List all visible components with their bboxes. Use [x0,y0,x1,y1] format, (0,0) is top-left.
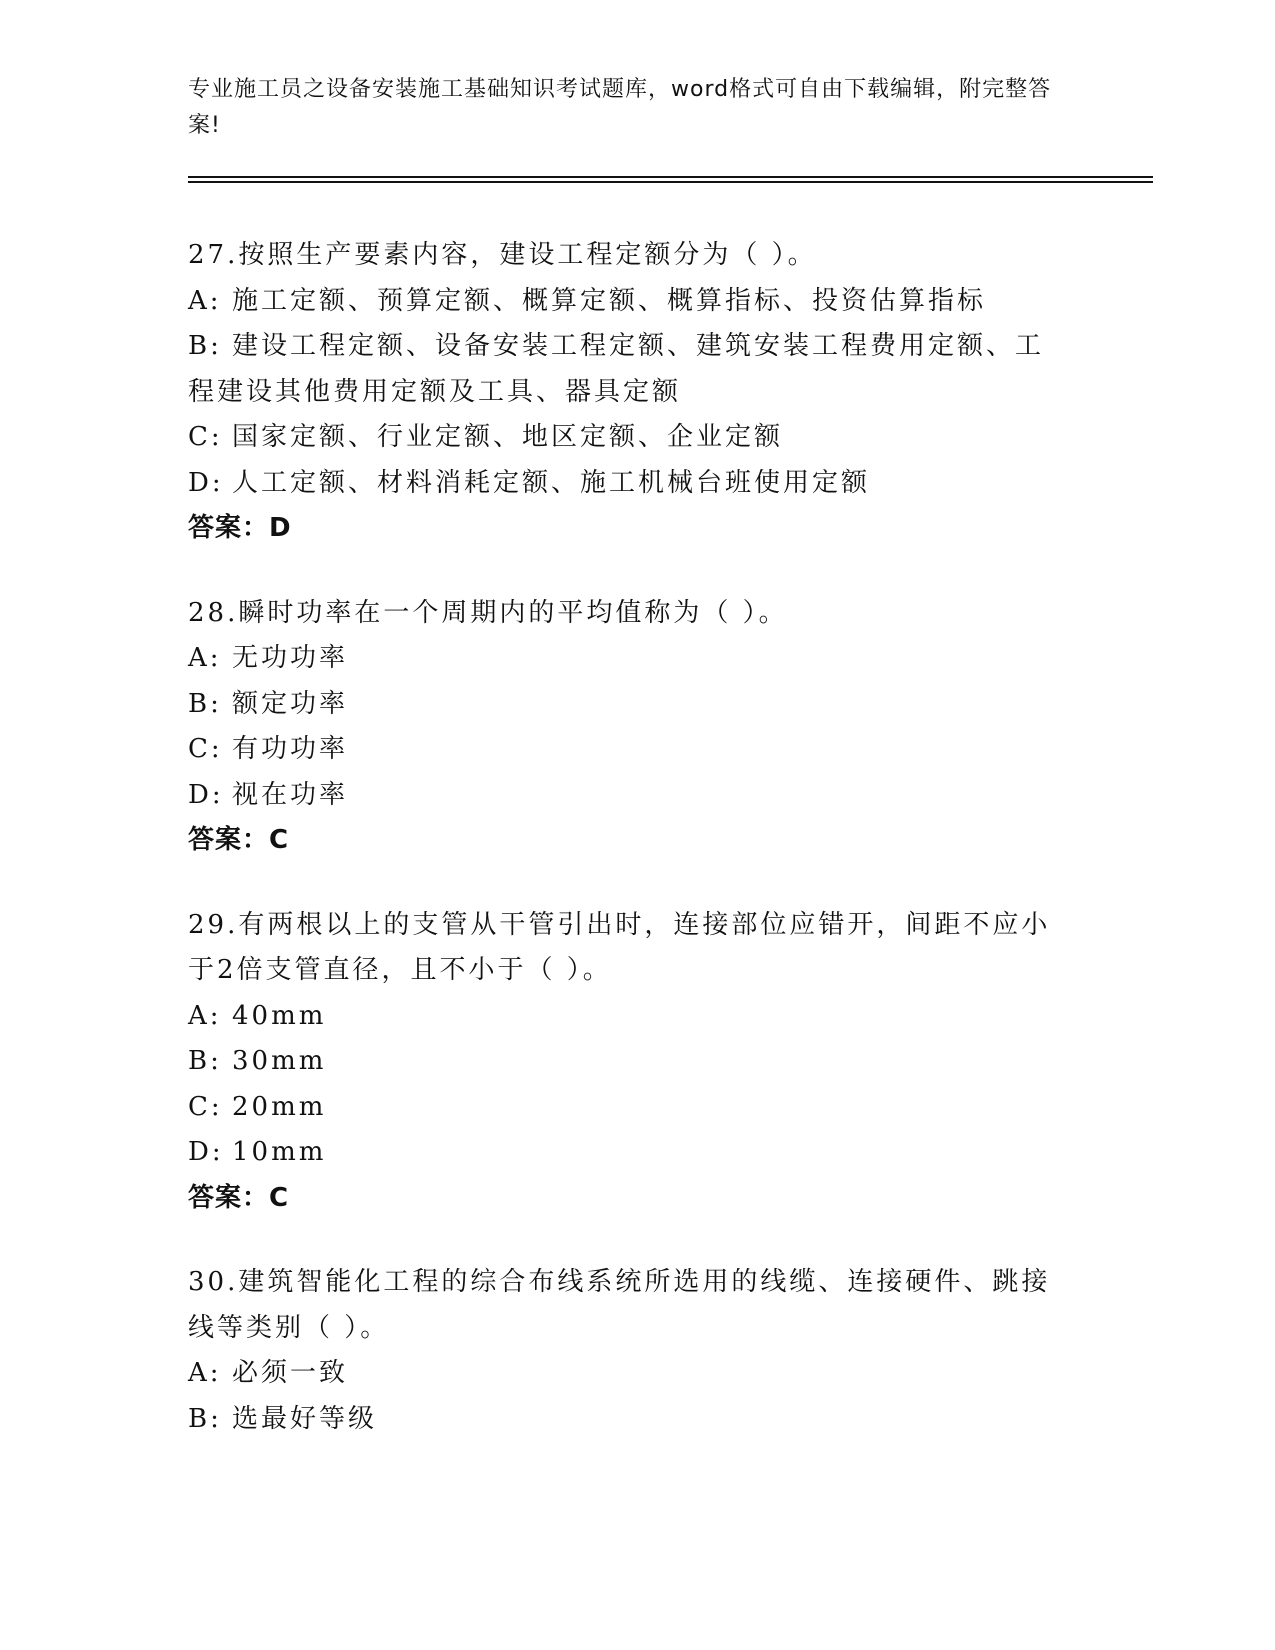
question-27 [188,233,1068,552]
question-stem: 27.按照生产要素内容，建设工程定额分为（ ）。 [188,240,817,270]
header-divider-top [188,176,1153,178]
answer-line [188,506,1068,552]
option-key: A: [188,643,222,673]
option-text: 20mm [232,1091,327,1122]
question-stem: 28.瞬时功率在一个周期内的平均值称为（ ）。 [188,597,788,628]
option-b [188,682,1068,728]
option-key: D: [188,1137,224,1167]
option-text: 人工定额、材料消耗定额、施工机械台班使用定额 [232,467,871,498]
header-divider-bottom [188,181,1153,183]
option-d [188,1130,1068,1176]
option-key: C: [188,422,223,452]
option-b [188,1397,1068,1443]
option-d [188,461,1068,507]
option-text: 额定功率 [232,688,349,719]
option-key: A: [188,1358,222,1388]
question-list [188,233,1068,1481]
option-key: C: [188,734,223,764]
option-key: B: [188,1403,222,1434]
answer-line [188,818,1068,864]
option-text: 国家定额、行业定额、地区定额、企业定额 [232,422,784,452]
option-text: 必须一致 [232,1358,349,1388]
option-key: B: [188,331,222,361]
question-stem: 29.有两根以上的支管从干管引出时，连接部位应错开，间距不应小于2倍支管直径，且不小于（ ）。 [188,909,1051,985]
option-key: C: [188,1091,223,1122]
answer-value: C [269,1182,290,1213]
answer-value: C [269,825,290,855]
header-text: 专业施工员之设备安装施工基础知识考试题库，word格式可自由下载编辑，附完整答案! [188,77,1052,138]
option-text: 视在功率 [232,779,349,810]
option-key: B: [188,688,222,719]
answer-value: D [269,513,292,543]
option-key: A: [188,285,222,316]
option-b [188,1039,1068,1085]
question-30 [188,1260,1068,1442]
option-c [188,1085,1068,1131]
option-a [188,636,1068,682]
answer-label: 答案： [188,513,270,543]
option-key: D: [188,467,224,498]
option-text: 10mm [232,1137,327,1167]
option-c [188,727,1068,773]
question-28 [188,591,1068,864]
option-d [188,773,1068,819]
option-key: D: [188,779,224,810]
option-a [188,1351,1068,1397]
option-text: 建设工程定额、设备安装工程定额、建筑安装工程费用定额、工程建设其他费用定额及工具、器具定额 [188,331,1045,407]
answer-label: 答案： [188,825,270,855]
option-b [188,324,1068,415]
option-c [188,415,1068,461]
option-text: 选最好等级 [232,1403,378,1434]
answer-label: 答案： [188,1182,270,1213]
document-header [188,72,1068,144]
option-key: A: [188,1000,222,1031]
question-stem: 30.建筑智能化工程的综合布线系统所选用的线缆、连接硬件、跳接线等类别（ ）。 [188,1267,1051,1343]
option-text: 40mm [232,1000,327,1031]
option-a [188,994,1068,1040]
option-text: 有功功率 [232,734,349,764]
option-key: B: [188,1046,222,1076]
question-29 [188,903,1068,1222]
option-text: 30mm [232,1046,327,1076]
option-a [188,279,1068,325]
answer-line [188,1176,1068,1222]
option-text: 施工定额、预算定额、概算定额、概算指标、投资估算指标 [232,285,987,316]
option-text: 无功功率 [232,643,349,673]
